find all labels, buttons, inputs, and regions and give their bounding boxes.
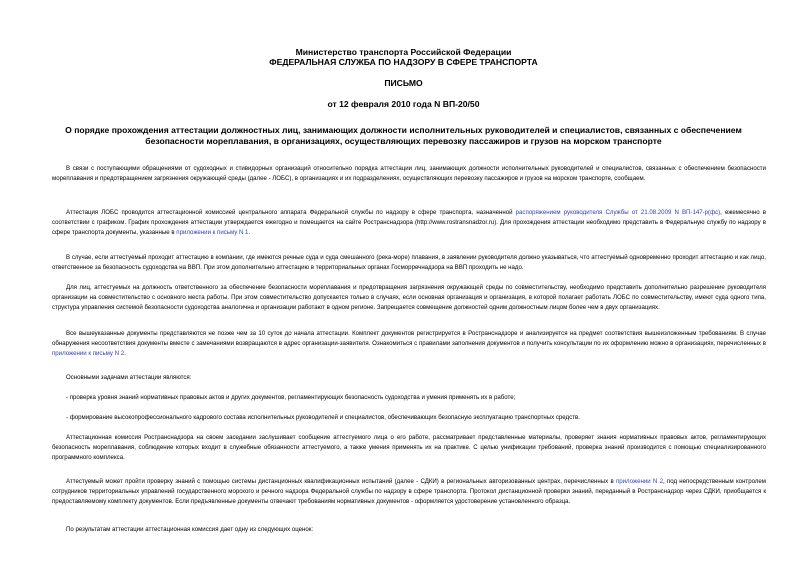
paragraph-10-text-b: , под непосредственным контролем сотрудников территориальных управлений государственного морского и речного надзора Федеральной службы по надзору в сфере транспорта. Протокол дистанционной проверки знаний, переданный в Ространснадзор через СДКИ, приобщается к предоставляемому комплекту документов. Если предъявленные документы отвечают требованиям нормативных документов - оформляется удостоверение установленного образца.: [52, 478, 767, 505]
paragraph-7: - проверка уровня знаний нормативных правовых актов и других документов, регламентирующих безопасность судоходства и умения применять их в работе;: [66, 394, 516, 401]
appendix-2-link[interactable]: приложении к письму N 2: [52, 350, 125, 357]
service-name: ФЕДЕРАЛЬНАЯ СЛУЖБА ПО НАДЗОРУ В СФЕРЕ ТРАНСПОРТА: [269, 57, 538, 67]
paragraph-3: В случае, если аттестуемый проходит аттестацию в компании, где имеются речные суда и суда смешанного (река-море) плавания, в заявлении руководителя должно указываться, что аттестуемый одновременно проходит аттестацию и как лицо, ответственное за безопасность судоходства на ВВП. При этом дополнительно аттестацию в территориальных органах Госморречнадзора на ВВП проходить не надо.: [52, 254, 766, 271]
paragraph-9: Аттестационная комиссия Ространснадзора на своем заседании заслушивает сообщение аттестуемого лица о его работе, рассматривает представленные материалы, проверяет знания нормативных правовых актов, регламентирующих безопасность мореплавания, соблюдение которых входит в служебные обязанности аттестуемого, а также умения применять их на практике. С целью унификации требований, проверка знаний производится с помощью специализированного программного комплекса.: [52, 434, 766, 461]
paragraph-5-text-a: Все вышеуказанные документы представляются не позже чем за 10 суток до начала аттестации. Комплект документов регистрируется в Ространснадзоре и анализируется на предмет соответствия вышеизложенным требованиям. В случае обнаружения несоответствия документы вместе с замечаниями возвращаются в адрес организации-заявителя. Ознакомиться с правилами заполнения документов и получить консультации по их оформлению можно в организациях, перечисленных в: [52, 330, 766, 347]
appendix-2-link-b[interactable]: приложении N 2: [615, 478, 663, 485]
paragraph-2-text-a: Аттестация ЛОБС проводится аттестационной комиссией центрального аппарата Федеральной службы по надзору в сфере транспорта, назначенной: [66, 209, 516, 216]
document-subject: О порядке прохождения аттестации должностных лиц, занимающих должности исполнительных руководителей и специалистов, связанных с обеспечением безопасности мореплавания, в организациях, осуществляющих перевозку пассажиров и грузов на морском транспорте: [65, 125, 742, 146]
order-link[interactable]: распоряжением руководителя Службы от 21.08.2009 N ВП-147-р(фс): [515, 209, 721, 216]
paragraph-5: [52, 329, 766, 359]
document-type: ПИСЬМО: [384, 78, 423, 88]
paragraph-11: По результатам аттестации аттестационная комиссия дает одну из следующих оценок:: [66, 526, 314, 533]
paragraph-6: Основными задачами аттестации являются:: [66, 374, 192, 381]
appendix-1-link[interactable]: приложении к письму N 1: [176, 229, 249, 236]
paragraph-10: [52, 477, 766, 507]
paragraph-8: - формирование высокопрофессионального кадрового состава исполнительных руководителей и специалистов, обеспечивающих безопасную эксплуатацию транспортных средств.: [66, 414, 580, 421]
paragraph-2: [52, 208, 766, 238]
paragraph-5-text-b: .: [124, 350, 126, 357]
ministry-name: Министерство транспорта Российской Федерации: [295, 47, 512, 57]
paragraph-2-text-b: , ежемесячно в соответствии с графиком. График прохождения аттестации утверждается ежегодно и помещается на сайте Ространснадзора (http://www.rostransnadzor.ru). Для прохождения аттестации необходимо представить в Федеральную службу по надзору в сфере транспорта документы, указанные в: [52, 209, 766, 236]
paragraph-2-text-c: .: [248, 229, 251, 236]
paragraph-4: Для лиц, аттестуемых на должность ответственного за обеспечение безопасности мореплавания и предотвращения загрязнения окружающей среды по совместительству, необходимо представить дополнительно разрешение руководителя организации на совместительство с основного места работы. При этом совместительство допускается только в случаях, если основная организация и организация, в которой полагает работать ЛОБС по совместительству, имеют суда одного типа, структура управления системой безопасности судоходства аналогична и организации работают в одном регионе. Запрещается совмещение должностей одним должностным лицом более чем в двух организациях.: [52, 284, 766, 311]
paragraph-10-text-a: Аттестуемый может пройти проверку знаний с помощью системы дистанционных квалификационных испытаний (далее - СДКИ) в региональных авторизованных центрах, перечисленных в: [66, 478, 616, 485]
paragraph-1: В связи с поступающими обращениями от судоходных и стивидорных организаций относительно порядка аттестации лиц, занимающих должности исполнительных руководителей и специалистов, связанных с обеспечением безопасности мореплавания и предотвращением загрязнения окружающей среды (далее - ЛОБС), в организациях и их подразделениях, осуществляющих перевозку пассажиров и грузов на морском транспорте, сообщаем.: [52, 165, 766, 182]
document-date-number: от 12 февраля 2010 года N ВП-20/50: [327, 99, 480, 109]
